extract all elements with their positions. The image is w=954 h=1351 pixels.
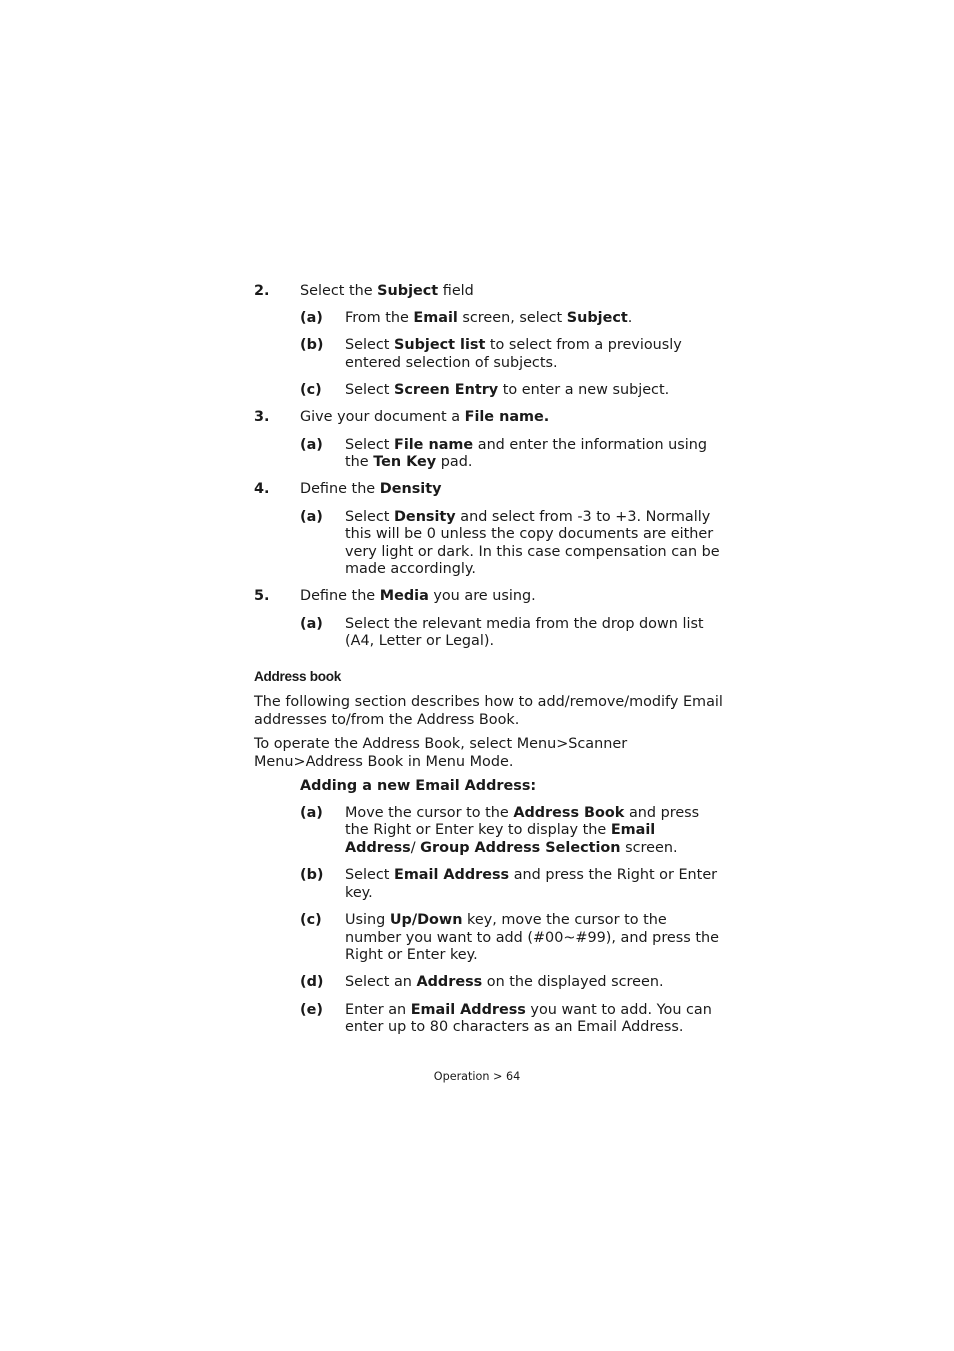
text-run: Define the bbox=[300, 588, 380, 605]
bold-term: Ten Key bbox=[373, 454, 437, 471]
text-run: Give your document a bbox=[300, 409, 465, 426]
sub-step-text bbox=[345, 616, 704, 650]
sub-step-text bbox=[345, 437, 707, 471]
text-run: you want to add. You can enter up to 80 characters as an Email Address. bbox=[345, 1001, 712, 1036]
step-number: 2. bbox=[254, 283, 270, 299]
bold-term: Subject bbox=[377, 283, 439, 299]
bold-term: Address bbox=[416, 974, 483, 991]
text-run: Move the cursor to the bbox=[345, 804, 514, 821]
text-run: Select bbox=[345, 508, 394, 525]
bold-term: Email Address bbox=[345, 822, 656, 856]
text-run: and press the Right or Enter key. bbox=[345, 867, 718, 901]
numbered-step bbox=[254, 481, 724, 499]
sub-step-text bbox=[345, 1002, 712, 1036]
sub-step-label: (c) bbox=[300, 911, 322, 928]
text-run: on the displayed screen. bbox=[482, 974, 664, 991]
procedure-heading: Adding a new Email Address: bbox=[300, 777, 537, 794]
bold-term: Subject bbox=[566, 310, 628, 327]
bold-term: Email bbox=[413, 310, 458, 327]
bold-term: Email Address bbox=[393, 867, 510, 884]
footer-page-number: Operation > 64 bbox=[433, 1070, 521, 1083]
page-content bbox=[254, 283, 724, 1046]
text-run: screen. bbox=[620, 839, 678, 856]
sub-step bbox=[254, 337, 724, 372]
sub-step bbox=[254, 509, 724, 579]
bold-term: Density bbox=[393, 508, 456, 525]
bold-term: Group Address Selection bbox=[420, 839, 621, 856]
bold-term: File name bbox=[393, 436, 474, 453]
step-number: 5. bbox=[254, 588, 270, 605]
sub-step-text bbox=[345, 382, 669, 398]
text-run: Enter an bbox=[345, 1001, 411, 1018]
sub-step-label: (b) bbox=[300, 337, 324, 354]
text-run: / bbox=[410, 839, 421, 856]
sub-step-label: (a) bbox=[300, 804, 323, 821]
sub-step bbox=[254, 805, 724, 858]
numbered-steps bbox=[254, 283, 724, 651]
numbered-step bbox=[254, 588, 724, 606]
text-run: Select an bbox=[345, 974, 417, 991]
address-book-section bbox=[254, 668, 724, 1037]
text-run: and enter the information using the bbox=[345, 436, 708, 471]
numbered-step bbox=[254, 283, 724, 301]
text-run: Select the relevant media from the drop down list (A4, Letter or Legal). bbox=[345, 615, 704, 650]
bold-term: Email Address bbox=[410, 1001, 526, 1018]
sub-step bbox=[254, 616, 724, 651]
bold-term: Density bbox=[379, 481, 442, 498]
text-run: Select bbox=[345, 382, 394, 399]
sub-step-label: (c) bbox=[300, 382, 322, 399]
step-text bbox=[300, 481, 441, 497]
step-number: 4. bbox=[254, 481, 270, 498]
sub-step-label: (a) bbox=[300, 508, 323, 525]
procedure-steps bbox=[254, 805, 724, 1037]
numbered-step bbox=[254, 409, 724, 427]
step-number: 3. bbox=[254, 409, 270, 426]
sub-step-label: (e) bbox=[300, 1001, 323, 1018]
sub-step-label: (d) bbox=[300, 974, 324, 991]
bold-term: Address Book bbox=[513, 804, 625, 821]
sub-step-label: (b) bbox=[300, 867, 324, 884]
text-run: Using bbox=[345, 911, 390, 928]
sub-step bbox=[254, 1002, 724, 1037]
bold-term: Subject list bbox=[393, 337, 486, 354]
step-text bbox=[300, 409, 549, 425]
section-heading: Address book bbox=[254, 668, 342, 684]
text-run: . bbox=[627, 310, 633, 327]
step-text bbox=[300, 283, 474, 299]
sub-step bbox=[254, 974, 724, 992]
text-run: Select the bbox=[300, 283, 378, 299]
text-run: Select bbox=[345, 867, 394, 884]
sub-step-text bbox=[345, 867, 717, 901]
bold-term: Up/Down bbox=[389, 911, 463, 928]
sub-step-text bbox=[345, 805, 699, 856]
text-run: Define the bbox=[300, 481, 380, 498]
text-run: field bbox=[438, 283, 474, 299]
text-run: and press the Right or Enter key to display the bbox=[345, 804, 700, 839]
instruction-paragraph: To operate the Address Book, select Menu>Scanner Menu>Address Book in Menu Mode. bbox=[254, 736, 628, 770]
sub-step-label: (a) bbox=[300, 436, 323, 453]
text-run: screen, select bbox=[457, 310, 567, 327]
text-run: and select from -3 to +3. Normally this will be 0 unless the copy documents are either very light or dark. In this case compensation can be made accordingly. bbox=[345, 508, 720, 578]
sub-step-text bbox=[345, 509, 720, 578]
sub-step bbox=[254, 310, 724, 328]
text-run: to select from a previously entered selection of subjects. bbox=[345, 337, 682, 371]
bold-term: Screen Entry bbox=[393, 382, 499, 399]
text-run: key, move the cursor to the number you want to add (#00~#99), and press the Right or Enter key. bbox=[345, 911, 719, 964]
page-footer bbox=[0, 1070, 954, 1084]
sub-step bbox=[254, 382, 724, 400]
intro-paragraph: The following section describes how to add/remove/modify Email addresses to/from the Address Book. bbox=[254, 694, 723, 729]
sub-step bbox=[254, 437, 724, 472]
text-run: Select bbox=[345, 436, 394, 453]
sub-step bbox=[254, 912, 724, 965]
text-run: Select bbox=[345, 337, 394, 354]
text-run: pad. bbox=[436, 454, 473, 471]
sub-step-text bbox=[345, 974, 664, 990]
step-text bbox=[300, 588, 536, 604]
text-run: From the bbox=[345, 310, 414, 327]
bold-term: File name. bbox=[464, 409, 550, 426]
sub-step-text bbox=[345, 337, 682, 371]
sub-step-label: (a) bbox=[300, 615, 323, 632]
sub-step-text bbox=[345, 310, 632, 326]
sub-step-label: (a) bbox=[300, 310, 323, 327]
text-run: you are using. bbox=[428, 588, 536, 605]
bold-term: Media bbox=[379, 588, 429, 605]
sub-step-text bbox=[345, 912, 719, 963]
sub-step bbox=[254, 867, 724, 902]
text-run: to enter a new subject. bbox=[498, 382, 670, 399]
